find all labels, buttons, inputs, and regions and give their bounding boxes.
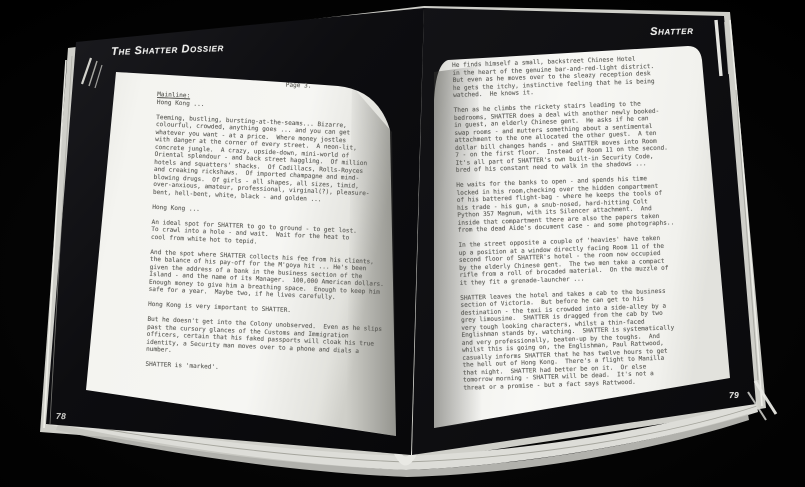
right-typed-body: He finds himself a small, backstreet Chinese Hotel in the heart of the genuine bar-and-red-light district. But even as he moves over to the sleazy reception desk he gets the itchy, instinctive feeling that he is being watched. He knows it. Then as he climbs the rickety stairs leading to the bedrooms, SHATTER does a deal with another newly booked- in guest, an elderly Chinese gent. He asks if he can swap rooms - and mutters something about a sentimental attachment to the one allocated the other guest. A ten dollar bill changes hands - and SHATTER moves into Room 7 - on the first floor. Instead of Room 11 on the second. It's all part of SHATTER's own built-in Security Code, bred of his constant need to walk in the shadows ... He waits for the banks to open - and spends his time locked in his room,checking over the hidden compartment of his battered flight-bag - where he keeps the tools of his trade - his gun, a snub-nosed, hard-hitting Colt Python 357 Magnum, with its Silencer attachment. And inside that compartment there are also the papers taken from the dead Aide's document case - and some photographs.. In the street opposite a couple of 'heavies' have taken up a position at a window directly facing Room 11 of the second floor of SHATTER's hotel - the room now occupied by the elderly Chinese gent. The two men take a compact rifle from a roll of brocaded material. On the muzzle of it they fit a grenade-launcher ... SHATTER leaves the hotel and takes a cab to the business section of Victoria. But before he can get to his destination - the taxi is crowded into a side-alley by a grey limousine. SHATTER is dragged from the cab by two very tough looking characters, whilst a thin-faced Englishman stands by, watching. SHATTER is systematically and very professionally, beaten-up by the toughs. And whilst this is going on, the Englishman, Paul Rattwood, casually informs SHATTER that he has twelve hours to get the hell out of Hong Kong. There's a flight to Manilla that night. SHATTER had better be on it. Or else tomorrow morning - SHATTER will be dead. It's not a threat or a promise - but a fact says Rattwood. [452,55,675,392]
left-page-number: 78 [55,410,67,422]
typed-page-label: Page 3. [285,81,312,90]
right-page-number: 79 [728,389,740,401]
right-page-header: Shatter [650,24,694,38]
left-page-header: The Shatter Dossier [111,42,225,58]
typed-heading-mainline: Mainline: [157,90,191,100]
left-page-typed-text [145,76,408,379]
right-page-typed-text [452,53,713,392]
left-typed-body: Hong Kong ... Teeming, bustling, bursting-at-the-seams... Bizarre, colourful, crowded, anything goes ... and you can get whatever you want - at a price. Where money jostles with danger at the corner of every street. A neon-lit, concrete jungle. A crazy, upside-down, mini-world of Oriental splendour - and back street haggling. Of million hotels and squatters' shacks. Of Cadillacs, Rolls-Royces and creaking rickshaws. Of imported champagne and mind- blowing drugs. Of girls - all shapes, all sizes, timid, over-anxious, amateur, professional, virginal(?), pleasure- bent, hell-bent, white, black - and golden ... Hong Kong ... An ideal spot for SHATTER to go to ground - to get lost. To crawl into a hole - and wait. Wait for the heat to cool from white hot to tepid. And the spot where SHATTER collects his fee from his clients, the balance of his pay-off for the M'goya hit ... He's been given the address of a bank in the business section of the Island - and the name of its Manager. 100,000 American dollars. Enough money to give him a breathing space. Enough to keep him safe for a year. Maybe two, if he lives carefully. Hong Kong is very important to SHATTER. But he doesn't get into the Colony unobserved. Even as he slips past the cursory glances of the Customs and Immigration officers, certain that his faked passports will cloak his true identity, a Security man moves over to a phone and dials a number. SHATTER is 'marked'. [145,98,385,371]
